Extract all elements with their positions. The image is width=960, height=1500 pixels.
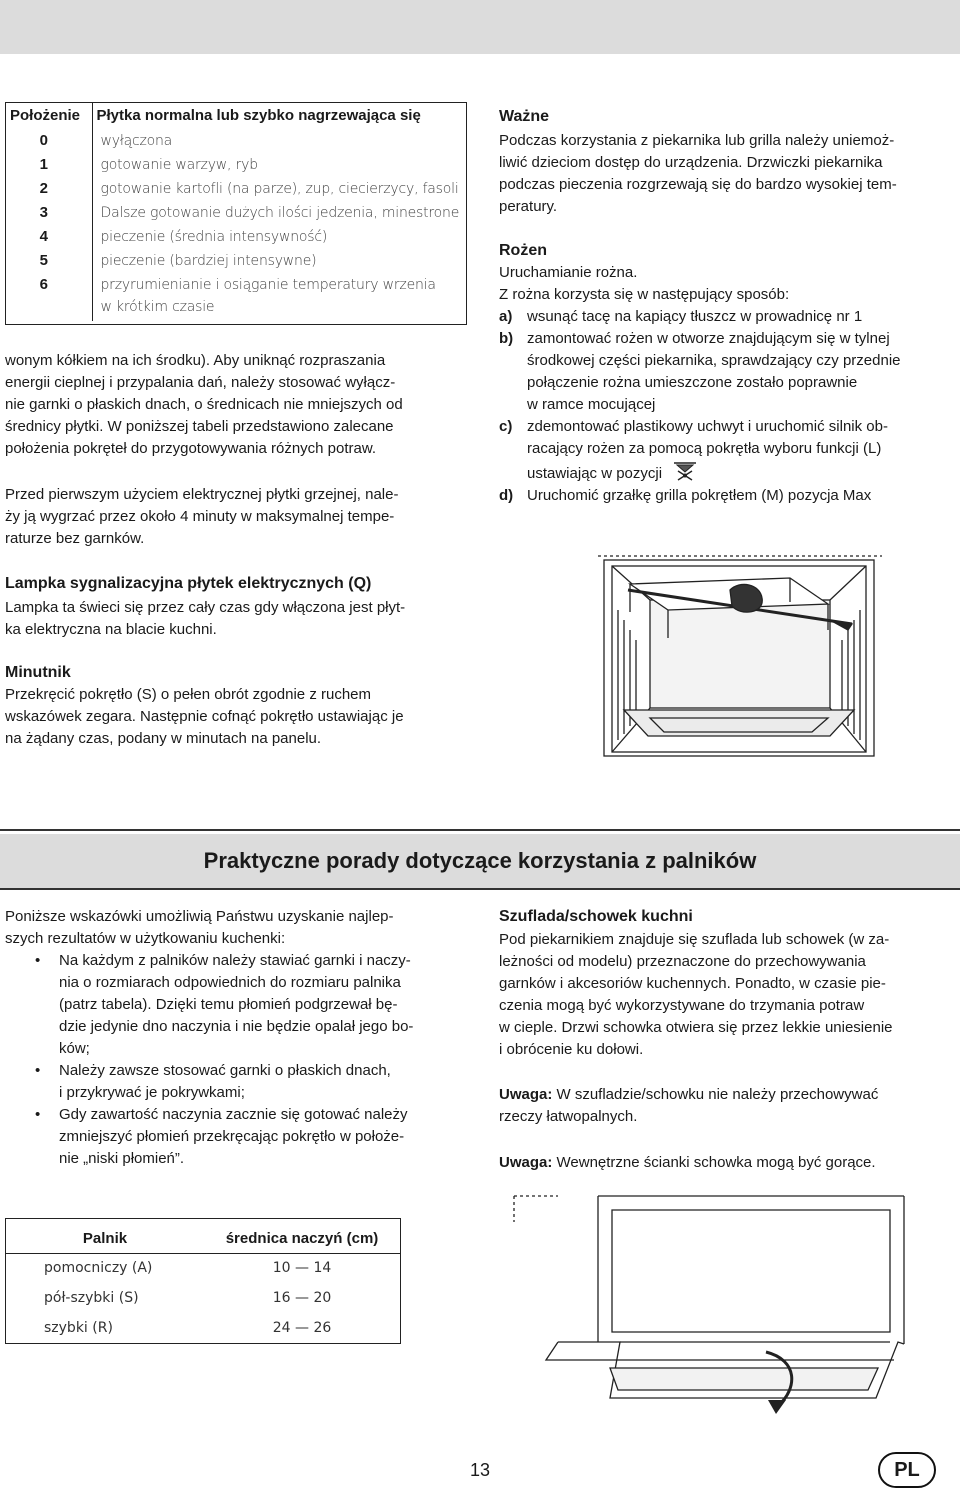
position-desc: Dalsze gotowanie dużych ilości jedzenia, minestrone xyxy=(100,205,460,221)
list-item xyxy=(5,1104,465,1170)
position-desc-line: w krótkim czasie xyxy=(100,299,215,315)
table-row xyxy=(6,1283,400,1313)
hob-usage-paragraph xyxy=(5,350,465,460)
col-header-burner: Palnik xyxy=(6,1219,204,1253)
tips-list xyxy=(5,950,465,1170)
note-label: Uwaga: xyxy=(499,1086,553,1103)
timer-paragraph xyxy=(5,684,465,750)
text-line: i przykrywać je pokrywkami; xyxy=(59,1084,245,1101)
position-desc xyxy=(92,273,466,321)
section-rule-bottom xyxy=(0,888,960,890)
position-value: 6 xyxy=(6,273,92,321)
position-value: 0 xyxy=(6,129,92,153)
burner-name: pomocniczy (A) xyxy=(44,1260,153,1277)
text-line: Lampka ta świeci się przez cały czas gdy włączona jest płyt- xyxy=(5,599,406,616)
text-line: nia o rozmiarach odpowiednich do rozmiaru palnika xyxy=(59,974,401,991)
text-line: w cieple. Drzwi schowka otwiera się przez lekkie uniesienie xyxy=(499,1019,893,1036)
text-fragment: ustawiając w pozycji xyxy=(527,465,663,482)
text-line: szych rezultatów w użytkowaniu kuchenki: xyxy=(5,930,286,947)
step-label: b) xyxy=(499,330,514,347)
text-line: Przekręcić pokrętło (S) o pełen obrót zgodnie z ruchem xyxy=(5,686,372,703)
text-line: ków; xyxy=(59,1040,90,1057)
text-line: Gdy zawartość naczynia zacznie się gotować należy xyxy=(59,1106,408,1123)
spit-section xyxy=(499,262,959,507)
text-line: dzie jedynie dno naczynia i nie będzie opalał jego bo- xyxy=(59,1018,414,1035)
table-row xyxy=(6,1253,400,1283)
text-line: racający rożen za pomocą pokrętła wyboru funkcji (L) xyxy=(527,440,882,457)
text-line: na żądany czas, podany w minutach na panelu. xyxy=(5,730,322,747)
tips-section xyxy=(5,906,465,1170)
table-row xyxy=(6,129,466,153)
note-text: Wewnętrzne ścianki schowka mogą być gorące. xyxy=(552,1154,876,1171)
text-line: wonym kółkiem na ich środku). Aby uniknąć rozpraszania xyxy=(5,352,386,369)
text-line: podczas pieczenia rozgrzewają się do bardzo wysokiej tem- xyxy=(499,176,897,193)
spit-heading: Rożen xyxy=(499,242,547,259)
text-line: wsunąć tacę na kapiący tłuszcz w prowadnicę nr 1 xyxy=(527,308,863,325)
text-line: liwić dzieciom dostęp do urządzenia. Drzwiczki piekarnika xyxy=(499,154,883,171)
burner-name: szybki (R) xyxy=(44,1320,113,1336)
text-line: ka elektryczna na blacie kuchni. xyxy=(5,621,217,638)
timer-heading: Minutnik xyxy=(5,664,71,681)
hob-settings-table xyxy=(5,102,467,325)
text-line: Uruchamianie rożna. xyxy=(499,264,638,281)
preheat-paragraph xyxy=(5,484,465,550)
table-row xyxy=(6,249,466,273)
text-line: raturze bez garnków. xyxy=(5,530,145,547)
text-line xyxy=(499,1084,959,1106)
bullet-icon: • xyxy=(35,1062,41,1079)
position-value: 1 xyxy=(6,153,92,177)
text-line: energii cieplnej i przypalania dań, należy stosować wyłącz- xyxy=(5,374,396,391)
step-label: d) xyxy=(499,487,514,504)
text-line: środkowej części piekarnika, sprawdzający czy przednie xyxy=(527,352,901,369)
col-header-position: Położenie xyxy=(6,103,92,129)
col-header-diameter: średnica naczyń (cm) xyxy=(204,1219,400,1253)
lamp-paragraph xyxy=(5,597,465,641)
section-rule-top xyxy=(0,829,960,831)
text-line: Pod piekarnikiem znajduje się szuflada lub schowek (w za- xyxy=(499,931,890,948)
text-line: położenia pokręteł do przygotowywania różnych potraw. xyxy=(5,440,377,457)
position-value: 3 xyxy=(6,201,92,225)
text-line: zmniejszyć płomień przekręcając pokrętło w położe- xyxy=(59,1128,405,1145)
important-heading: Ważne xyxy=(499,108,550,125)
list-item xyxy=(499,306,959,328)
text-line: Należy zawsze stosować garnki o płaskich dnach, xyxy=(59,1062,391,1079)
drawer-paragraph xyxy=(499,929,959,1061)
text-line: peratury. xyxy=(499,198,558,215)
text-line: Na każdym z palników należy stawiać garnki i naczy- xyxy=(59,952,411,969)
text-line: (patrz tabela). Dzięki temu płomień podgrzewał bę- xyxy=(59,996,398,1013)
text-line: w ramce mocującej xyxy=(527,396,656,413)
bullet-icon: • xyxy=(35,952,41,969)
drawer-illustration xyxy=(498,1192,938,1418)
text-line: Z rożna korzysta się w następujący sposób: xyxy=(499,286,790,303)
note-text: W szufladzie/schowku nie należy przechowywać xyxy=(552,1086,879,1103)
table-header-row xyxy=(6,1219,400,1253)
section-title: Praktyczne porady dotyczące korzystania z palników xyxy=(203,848,757,873)
text-line: nie „niski płomień”. xyxy=(59,1150,185,1167)
position-desc: gotowanie kartofli (na parze), zup, ciecierzycy, fasoli xyxy=(100,181,459,197)
position-desc: pieczenie (bardziej intensywne) xyxy=(100,253,317,269)
text-line: leżności od modelu) przeznaczone do przechowywania xyxy=(499,953,866,970)
table-row xyxy=(6,273,466,321)
position-desc: pieczenie (średnia intensywność) xyxy=(100,229,328,245)
text-line: połączenie rożna umieszczone zostało poprawnie xyxy=(527,374,858,391)
list-item xyxy=(5,1060,465,1104)
text-line: zdemontować plastikowy uchwyt i uruchomić silnik ob- xyxy=(527,418,888,435)
text-line: Przed pierwszym użyciem elektrycznej płytki grzejnej, nale- xyxy=(5,486,399,503)
table-header-row xyxy=(6,103,466,129)
top-gray-band xyxy=(0,0,960,54)
step-label: c) xyxy=(499,418,513,435)
text-line: nie garnki o płaskich dnach, o średnicach nie mniejszych od xyxy=(5,396,403,413)
text-line: Uruchomić grzałkę grilla pokrętłem (M) pozycja Max xyxy=(527,487,872,504)
bullet-icon: • xyxy=(35,1106,41,1123)
burner-table xyxy=(5,1218,401,1344)
table-row xyxy=(6,225,466,249)
table-row xyxy=(6,177,466,201)
burner-name: pół-szybki (S) xyxy=(44,1290,139,1306)
table-row xyxy=(6,201,466,225)
page-number: 13 xyxy=(469,1460,491,1480)
burner-size: 24 — 26 xyxy=(272,1320,332,1336)
position-value: 2 xyxy=(6,177,92,201)
position-value: 5 xyxy=(6,249,92,273)
text-line: rzeczy łatwopalnych. xyxy=(499,1108,638,1125)
step-label: a) xyxy=(499,308,513,325)
rotisserie-symbol-icon xyxy=(672,460,698,482)
text-line: czenia mogą być wykorzystywane do trzymania potraw xyxy=(499,997,865,1014)
drawer-heading: Szuflada/schowek kuchni xyxy=(499,908,693,925)
position-value: 4 xyxy=(6,225,92,249)
drawer-note-2 xyxy=(499,1152,959,1174)
lamp-heading: Lampka sygnalizacyjna płytek elektrycznych (Q) xyxy=(5,575,372,592)
text-line: zamontować rożen w otworze znajdującym się w tylnej xyxy=(527,330,890,347)
table-row xyxy=(6,1313,400,1343)
text-line: garnków i akcesoriów kuchennych. Ponadto, w czasie pie- xyxy=(499,975,886,992)
spit-steps-list xyxy=(499,306,959,507)
note-label: Uwaga: xyxy=(499,1154,553,1171)
language-badge: PL xyxy=(878,1452,936,1488)
burner-size: 10 — 14 xyxy=(272,1260,332,1277)
text-line xyxy=(527,460,959,485)
text-line: wskazówek zegara. Następnie cofnąć pokrętło ustawiając je xyxy=(5,708,404,725)
burner-size: 16 — 20 xyxy=(272,1290,332,1306)
table-row xyxy=(6,153,466,177)
col-header-plate: Płytka normalna lub szybko nagrzewająca się xyxy=(96,107,421,124)
position-desc-line: przyrumienianie i osiąganie temperatury wrzenia xyxy=(100,277,436,293)
position-desc: wyłączona xyxy=(100,133,173,149)
important-paragraph xyxy=(499,130,959,218)
list-item xyxy=(5,950,465,1060)
list-item xyxy=(499,416,959,485)
text-line: i obrócenie ku dołowi. xyxy=(499,1041,644,1058)
list-item xyxy=(499,328,959,416)
text-line: Podczas korzystania z piekarnika lub grilla należy uniemoż- xyxy=(499,132,895,149)
position-desc: gotowanie warzyw, ryb xyxy=(100,157,258,173)
text-line: Poniższe wskazówki umożliwią Państwu uzyskanie najlep- xyxy=(5,908,394,925)
list-item xyxy=(499,485,959,507)
text-line: ży ją wygrzać przez około 4 minuty w maksymalnej tempe- xyxy=(5,508,395,525)
text-line: średnicy płytki. W poniższej tabeli przedstawiono zalecane xyxy=(5,418,394,435)
oven-rotisserie-illustration xyxy=(590,550,890,760)
drawer-note-1 xyxy=(499,1084,959,1128)
